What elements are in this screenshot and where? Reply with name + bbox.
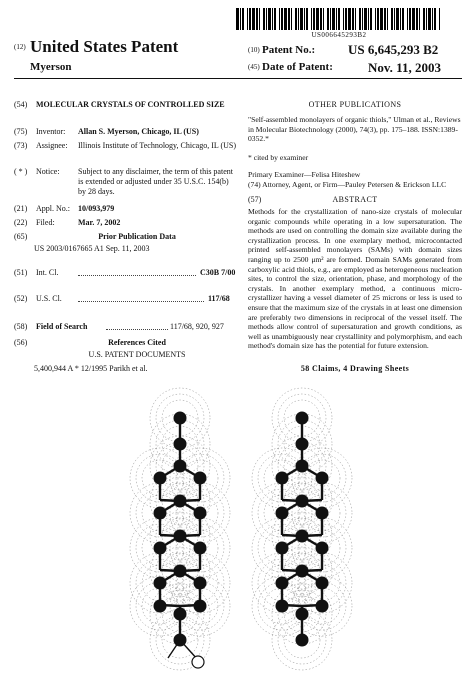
references-heading: References Cited [108, 338, 166, 347]
other-publications-text: "Self-assembled monolayers of organic thiols," Ulman et al., Reviews in Molecular Biotechnology (2000), 74(3), pp. 175–188. ISSN:1389-0352.* [248, 115, 461, 144]
field-code: (22) [14, 218, 28, 227]
prior-publication-value: US 2003/0167665 A1 Sep. 11, 2003 [34, 244, 150, 253]
atom [296, 438, 309, 451]
atom [296, 634, 309, 647]
field-code: (51) [14, 268, 28, 277]
atom [174, 565, 187, 578]
atom [194, 542, 207, 555]
field-code: (56) [14, 338, 28, 347]
abstract-heading: ABSTRACT [332, 195, 378, 204]
atom [296, 530, 309, 543]
title-tag: (12) [14, 43, 26, 51]
field-label: Notice: [36, 167, 60, 176]
atom [154, 542, 167, 555]
search-value: 117/68, 920, 927 [170, 322, 224, 331]
prior-publication-heading: Prior Publication Data [98, 232, 176, 241]
atom [174, 608, 187, 621]
field-code: (21) [14, 204, 28, 213]
us-cl-value: 117/68 [208, 294, 230, 303]
reference-item: 5,400,944 A * 12/1995 Parikh et al. [34, 364, 148, 373]
atom [174, 412, 187, 425]
atom [194, 600, 207, 613]
field-code: (73) [14, 141, 28, 150]
attorney: (74) Attorney, Agent, or Firm—Pauley Petersen & Erickson LLC [248, 180, 447, 189]
molecule-figure-right [252, 388, 352, 670]
field-code: (54) [14, 100, 28, 109]
atom [316, 600, 329, 613]
field-label: Int. Cl. [36, 268, 59, 277]
atom [276, 507, 289, 520]
field-label: Inventor: [36, 127, 66, 136]
field-label: Assignee: [36, 141, 68, 150]
atom [276, 472, 289, 485]
atom [316, 507, 329, 520]
atom [174, 438, 187, 451]
cited-by-note: * cited by examiner [248, 153, 309, 162]
atom [296, 495, 309, 508]
atom [316, 472, 329, 485]
atom [296, 565, 309, 578]
atom [194, 507, 207, 520]
inventor-value: Allan S. Myerson, Chicago, IL (US) [78, 127, 199, 136]
patent-no-value: US 6,645,293 B2 [348, 42, 439, 57]
field-label: Filed: [36, 218, 55, 227]
filed-value: Mar. 7, 2002 [78, 218, 121, 227]
abstract-text: Methods for the crystallization of nano-size crystals of molecular organic compounds while operating in a low supersaturation. The methods are used on controlling the domain size available during the crystallization process. In one exemplary method, microcontacted printed self-assembled monolayers (SAMs) with domain sizes ranging up to 2500 μm² are formed. Domain SAMs generated from carboxylic acid thiols, e.g., are employed as heterogeneous nucleation sites, to control the size, orientation, phase, and morphology of the crystals. In another exemplary method, a continuous micro-crystallizer having a vessel diameter of 25 microns or less is used to ensure that the maximum size of the crystals in at least one dimension are preferably two dimensions in reciprocal of the vessel itself. The methods allow control of supersaturation and growth conditions, as well as unambiguously near crystallinity and polymorphism, and each method's domain size has the potential for future extension. [248, 207, 462, 351]
notice-value: Subject to any disclaimer, the term of this patent is extended or adjusted under 35 U.S.C. 154(b) by 28 days. [78, 167, 233, 196]
atom [276, 577, 289, 590]
atom [316, 577, 329, 590]
atom [174, 460, 187, 473]
atom [154, 600, 167, 613]
field-label: Appl. No.: [36, 204, 70, 213]
appl-no-value: 10/093,979 [78, 204, 115, 213]
patent-title: United States Patent [30, 37, 179, 56]
other-publications-heading: OTHER PUBLICATIONS [308, 100, 402, 109]
atom [316, 542, 329, 555]
molecule-figure-left [130, 388, 230, 670]
atom [154, 472, 167, 485]
date-label: Date of Patent: [262, 61, 333, 73]
atom [154, 577, 167, 590]
atom [296, 608, 309, 621]
bond [168, 640, 180, 658]
date-value: Nov. 11, 2003 [368, 60, 441, 75]
atom [194, 472, 207, 485]
references-subheading: U.S. PATENT DOCUMENTS [88, 350, 186, 359]
primary-examiner: Primary Examiner—Felisa Hiteshew [248, 170, 361, 179]
atom [276, 600, 289, 613]
atom [296, 460, 309, 473]
field-label: U.S. Cl. [36, 294, 62, 303]
atom [296, 412, 309, 425]
atom [174, 530, 187, 543]
atom [154, 507, 167, 520]
patent-no-label: Patent No.: [262, 44, 316, 56]
atom [194, 577, 207, 590]
int-cl-value: C30B 7/00 [200, 268, 236, 277]
barcode-number: US006645293B2 [311, 31, 367, 39]
atom [276, 542, 289, 555]
claims-summary: 58 Claims, 4 Drawing Sheets [300, 364, 410, 373]
patent-no-tag: (10) [248, 46, 260, 54]
field-code: (52) [14, 294, 28, 303]
inventor-last-name: Myerson [30, 61, 72, 73]
abstract-code: (57) [248, 195, 262, 204]
open-atom [192, 656, 204, 668]
assignee-value: Illinois Institute of Technology, Chicago, IL (US) [78, 141, 237, 150]
field-code: (58) [14, 322, 28, 331]
field-code: (65) [14, 232, 28, 241]
field-code: (75) [14, 127, 28, 136]
atom [174, 495, 187, 508]
field-code: ( * ) [14, 167, 28, 176]
invention-title: MOLECULAR CRYSTALS OF CONTROLLED SIZE [36, 100, 225, 109]
field-label: Field of Search [36, 322, 88, 331]
date-tag: (45) [248, 63, 260, 71]
